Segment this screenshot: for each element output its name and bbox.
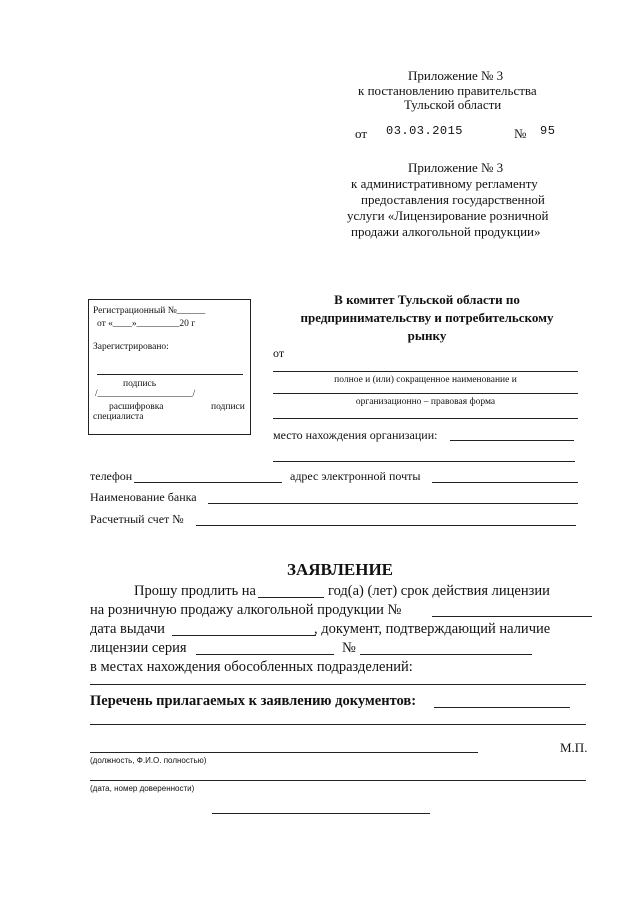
attached-documents-label: Перечень прилагаемых к заявлению документов: bbox=[90, 693, 417, 709]
number-prefix: № bbox=[514, 126, 527, 141]
appendix2-line1: к административному регламенту bbox=[351, 176, 538, 191]
license-series-field[interactable] bbox=[196, 654, 334, 655]
org-form-caption: организационно – правовая форма bbox=[355, 397, 496, 407]
statement-title: ЗАЯВЛЕНИЕ bbox=[287, 560, 394, 579]
addressee-line3: рынку bbox=[407, 328, 447, 343]
document-confirming: , документ, подтверждающий наличие bbox=[314, 621, 551, 637]
phone-field[interactable] bbox=[134, 482, 282, 483]
org-name-line-1[interactable] bbox=[273, 371, 578, 372]
license-number-label: на розничную продажу алкогольной продукции № bbox=[90, 602, 402, 618]
addressee-line1: В комитет Тульской области по bbox=[334, 292, 520, 307]
position-field[interactable] bbox=[90, 752, 478, 753]
appendix2-line2: предоставления государственной bbox=[361, 192, 545, 207]
signature-field[interactable] bbox=[212, 813, 430, 814]
reg-specialist: специалиста bbox=[93, 412, 144, 422]
org-name-line-2[interactable] bbox=[273, 393, 578, 394]
reg-date: от «____»_________20 г bbox=[97, 319, 196, 329]
license-series-number-label: № bbox=[342, 640, 356, 656]
extend-request-a: Прошу продлить на bbox=[134, 583, 256, 599]
license-number-field[interactable] bbox=[432, 616, 592, 617]
subdivisions-label: в местах нахождения обособленных подразделений: bbox=[90, 659, 413, 675]
account-field[interactable] bbox=[196, 525, 576, 526]
location-field-2[interactable] bbox=[273, 461, 575, 462]
issue-date-label: дата выдачи bbox=[90, 621, 165, 637]
bank-label: Наименование банка bbox=[90, 490, 197, 504]
subdivisions-field[interactable] bbox=[90, 684, 586, 685]
date-attorney-field[interactable] bbox=[90, 780, 586, 781]
date-attorney-caption: (дата, номер доверенности) bbox=[90, 784, 195, 793]
addressee-line2: предпринимательству и потребительскому bbox=[300, 310, 554, 325]
license-series-label: лицензии серия bbox=[90, 640, 187, 656]
appendix2-title: Приложение № 3 bbox=[408, 160, 504, 175]
years-field[interactable] bbox=[258, 597, 324, 598]
from-label: от bbox=[273, 346, 285, 360]
date-prefix: от bbox=[355, 126, 368, 141]
email-label: адрес электронной почты bbox=[290, 469, 421, 483]
position-caption: (должность, Ф.И.О. полностью) bbox=[90, 756, 207, 765]
appendix2-line3: услуги «Лицензирование розничной bbox=[347, 208, 549, 223]
reg-signature: подпись bbox=[123, 379, 157, 389]
resolution-line: к постановлению правительства bbox=[358, 83, 537, 98]
signature-line bbox=[97, 374, 243, 375]
reg-number: Регистрационный №______ bbox=[93, 306, 206, 316]
license-series-number-field[interactable] bbox=[360, 654, 532, 655]
attached-documents-field-2[interactable] bbox=[90, 724, 586, 725]
reg-registered: Зарегистрировано: bbox=[93, 342, 169, 352]
reg-decoding: расшифровка bbox=[109, 402, 164, 412]
seal-place: М.П. bbox=[560, 740, 588, 755]
resolution-number: 95 bbox=[540, 124, 556, 138]
extend-request-b: год(а) (лет) срок действия лицензии bbox=[328, 583, 550, 599]
reg-bracket-line: /____________________/ bbox=[95, 389, 196, 399]
issue-date-field[interactable] bbox=[172, 635, 316, 636]
attached-documents-field[interactable] bbox=[434, 707, 570, 708]
email-field[interactable] bbox=[432, 482, 578, 483]
bank-field[interactable] bbox=[208, 503, 578, 504]
org-name-line-3[interactable] bbox=[273, 418, 578, 419]
resolution-date: 03.03.2015 bbox=[386, 124, 464, 138]
location-field[interactable] bbox=[450, 440, 574, 441]
org-name-caption: полное и (или) сокращенное наименование и bbox=[334, 375, 517, 385]
location-label: место нахождения организации: bbox=[273, 428, 438, 442]
account-label: Расчетный счет № bbox=[90, 512, 184, 526]
reg-signature2: подписи bbox=[211, 402, 245, 412]
region-line: Тульской области bbox=[404, 97, 502, 112]
phone-label: телефон bbox=[90, 469, 133, 483]
appendix-title: Приложение № 3 bbox=[408, 68, 504, 83]
registration-box bbox=[88, 299, 251, 435]
appendix2-line4: продажи алкогольной продукции» bbox=[351, 224, 541, 239]
